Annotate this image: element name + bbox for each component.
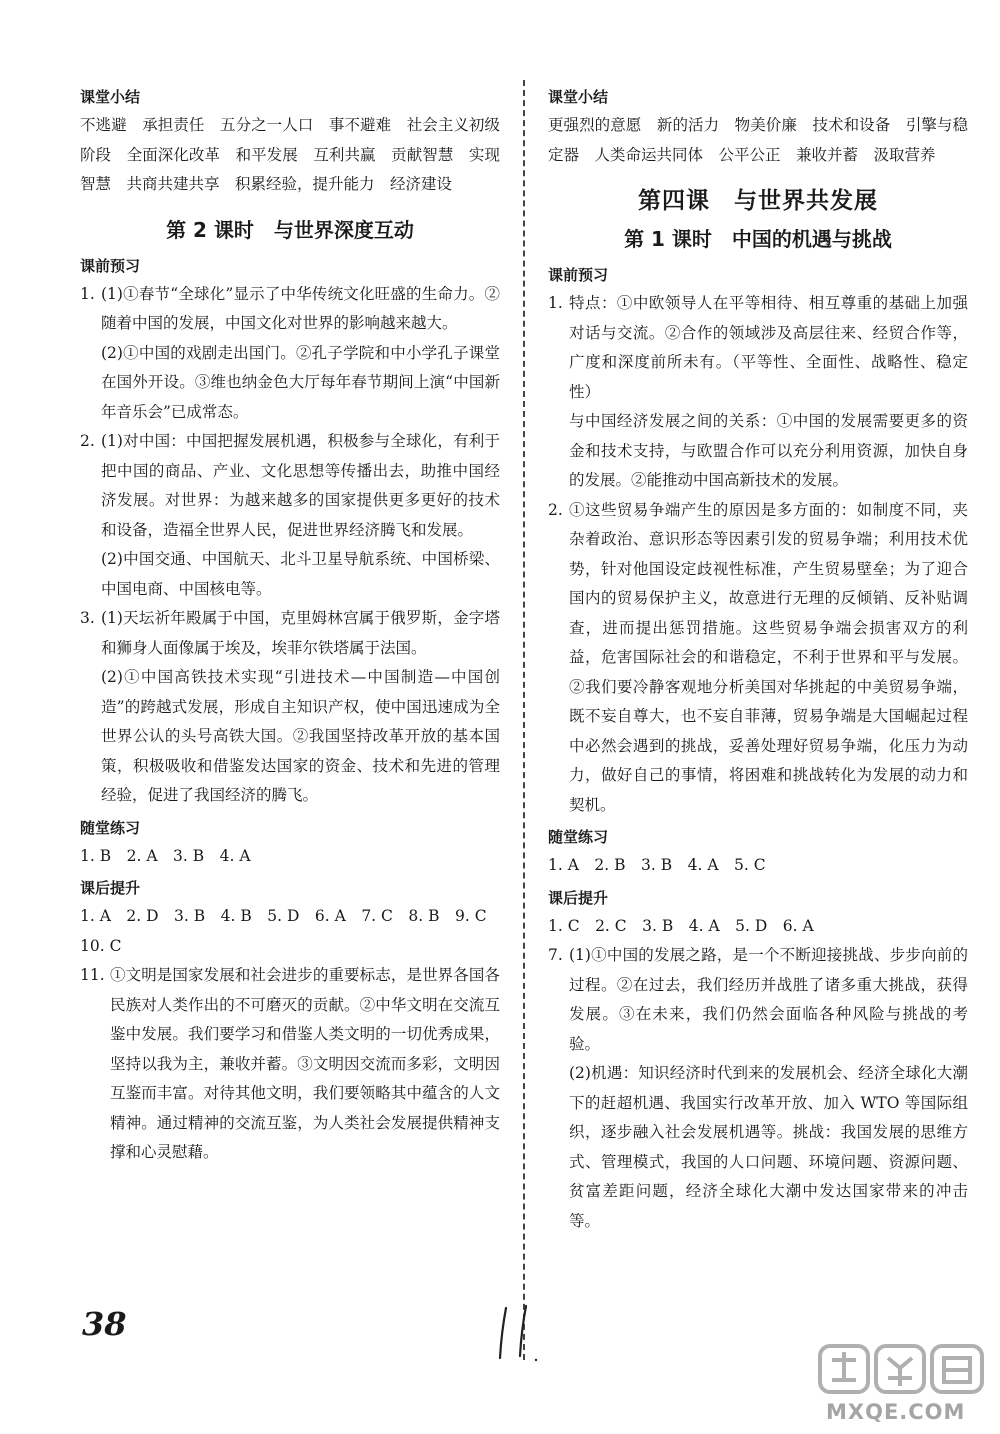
answer-paragraph: (1)天坛祈年殿属于中国，克里姆林宫属于俄罗斯，金字塔和狮身人面像属于埃及，埃菲尔铁塔属于法国。 (101, 609, 500, 657)
right-column (548, 80, 968, 1236)
handwritten-mark-icon (492, 1302, 538, 1362)
answer-paragraph: (1)①春节“全球化”显示了中华传统文化旺盛的生命力。②随着中国的发展，中国文化对世界的影响越来越大。 (101, 284, 500, 332)
left-lesson-title: 第 2 课时 与世界深度互动 (166, 217, 414, 242)
answer-paragraph: (2)机遇：知识经济时代到来的发展机会、经济全球化大潮下的赶超机遇、我国实行改革开放、加入 WTO 等国际组织，逐步融入社会发展机遇等。挑战：我国发展的思维方式、管理模式，我国的人口问题、环境问题、资源问题、贫富差距问题，经济全球化大潮中发达国家带来的冲击等。 (569, 1064, 968, 1230)
answer-paragraph: ①这些贸易争端产生的原因是多方面的：如制度不同，夹杂着政治、意识形态等因素引发的贸易争端；利用技术优势，针对他国设定歧视性标准，产生贸易壁垒；为了迎合国内的贸易保护主义，故意进行无理的反倾销、反补贴调查，进而提出惩罚措施。这些贸易争端会损害双方的利益，危害国际社会的和谐稳定，不利于世界和平与发展。②我们要冷静客观地分析美国对华挑起的中美贸易争端，既不妄自尊大，也不妄自菲薄，贸易争端是大国崛起过程中必然会遇到的挑战，妥善处理好贸易争端，化压力为动力，做好自己的事情，将困难和挑战转化为发展的动力和契机。 (569, 500, 968, 814)
right-question-7 (548, 941, 968, 1236)
answer-paragraph: (2)①中国高铁技术实现“引进技术—中国制造—中国创造”的跨越式发展，形成自主知识产权，使中国迅速成为全世界公认的头号高铁大国。②我国坚持改革开放的基本国策，积极吸收和借鉴发达国家的资金、技术和先进的管理经验，促进了我国经济的腾飞。 (101, 668, 500, 804)
watermark-url: MXQE.COM (826, 1400, 966, 1424)
answer-paragraph: 与中国经济发展之间的关系：①中国的发展需要更多的资金和技术支持，与欧盟合作可以充分利用资源，加快自身的发展。②能推动中国高新技术的发展。 (569, 412, 968, 489)
right-lesson-title: 第 1 课时 中国的机遇与挑战 (624, 227, 892, 251)
question-number: 2. (80, 432, 95, 450)
question-number: 11. (80, 966, 105, 984)
left-summary-text: 不逃避 承担责任 五分之一人口 事不避难 社会主义初级阶段 全面深化改革 和平发展 互利共赢 贡献智慧 实现智慧 共商共建共享 积累经验，提升能力 经济建设 (80, 116, 500, 193)
page-number: 38 (82, 1305, 127, 1343)
question-number: 3. (80, 609, 95, 627)
right-practice-answers: 1. A 2. B 3. B 4. A 5. C (548, 856, 766, 874)
question-number: 2. (548, 500, 563, 519)
right-after-class-answers: 1. C 2. C 3. B 4. A 5. D 6. A (548, 916, 814, 935)
right-unit-title: 第四课 与世界共发展 (638, 187, 878, 214)
left-after-class-answers: 1. A 2. D 3. B 4. B 5. D 6. A 7. C 8. B 9. C (80, 907, 487, 925)
answer-paragraph: ①文明是国家发展和社会进步的重要标志，是世界各国各民族对人类作出的不可磨灭的贡献。②中华文明在交流互鉴中发展。我们要学习和借鉴人类文明的一切优秀成果，坚持以我为主，兼收并蓄。③文明因交流而多彩，文明因互鉴而丰富。对待其他文明，我们要领略其中蕴含的人文精神。通过精神的交流互鉴，为人类社会发展提供精神支撑和心灵慰藉。 (110, 966, 500, 1161)
right-summary-heading: 课堂小结 (548, 88, 609, 106)
left-practice-heading: 随堂练习 (80, 818, 141, 837)
watermark-logo-icon (818, 1340, 986, 1398)
right-summary-text: 更强烈的意愿 新的活力 物美价廉 技术和设备 引擎与稳定器 人类命运共同体 公平公正 兼收并蓄 汲取营养 (548, 116, 968, 164)
answer-paragraph: (1)对中国：中国把握发展机遇，积极参与全球化，有利于把中国的商品、产业、文化思想等传播出去，助推中国经济发展。对世界：为越来越多的国家提供更多更好的技术和设备，造福全世界人民，促进世界经济腾飞和发展。 (101, 432, 500, 539)
left-practice-answers: 1. B 2. A 3. B 4. A (80, 846, 251, 865)
question-number: 7. (548, 946, 563, 964)
right-after-class-heading: 课后提升 (548, 888, 609, 907)
right-question-2 (548, 496, 968, 821)
left-question-3 (80, 604, 500, 811)
right-practice-heading: 随堂练习 (548, 828, 609, 846)
column-divider (523, 80, 525, 1360)
left-after-class-answers-2: 10. C (80, 936, 122, 955)
answer-paragraph: 特点：①中欧领导人在平等相待、相互尊重的基础上加强对话与交流。②合作的领域涉及高层往来、经贸合作等，广度和深度前所未有。（平等性、全面性、战略性、稳定性） (569, 294, 968, 401)
left-question-1 (80, 280, 500, 428)
left-column (80, 80, 500, 1168)
left-question-2 (80, 427, 500, 604)
answer-paragraph: (2)中国交通、中国航天、北斗卫星导航系统、中国桥梁、中国电商、中国核电等。 (101, 550, 500, 598)
question-number: 1. (548, 294, 563, 312)
left-preview-heading: 课前预习 (80, 256, 141, 275)
left-question-11 (80, 961, 500, 1168)
answer-paragraph: (2)①中国的戏剧走出国门。②孔子学院和中小学孔子课堂在国外开设。③维也纳金色大厅每年春节期间上演“中国新年音乐会”已成常态。 (101, 343, 500, 421)
answer-paragraph: (1)①中国的发展之路，是一个不断迎接挑战、步步向前的过程。②在过去，我们经历并战胜了诸多重大挑战，获得发展。③在未来，我们仍然会面临各种风险与挑战的考验。 (569, 946, 968, 1053)
left-summary-heading: 课堂小结 (80, 88, 141, 106)
right-preview-heading: 课前预习 (548, 266, 609, 284)
watermark (812, 1340, 992, 1430)
question-number: 1. (80, 284, 95, 303)
right-question-1 (548, 289, 968, 496)
left-after-class-heading: 课后提升 (80, 879, 141, 897)
